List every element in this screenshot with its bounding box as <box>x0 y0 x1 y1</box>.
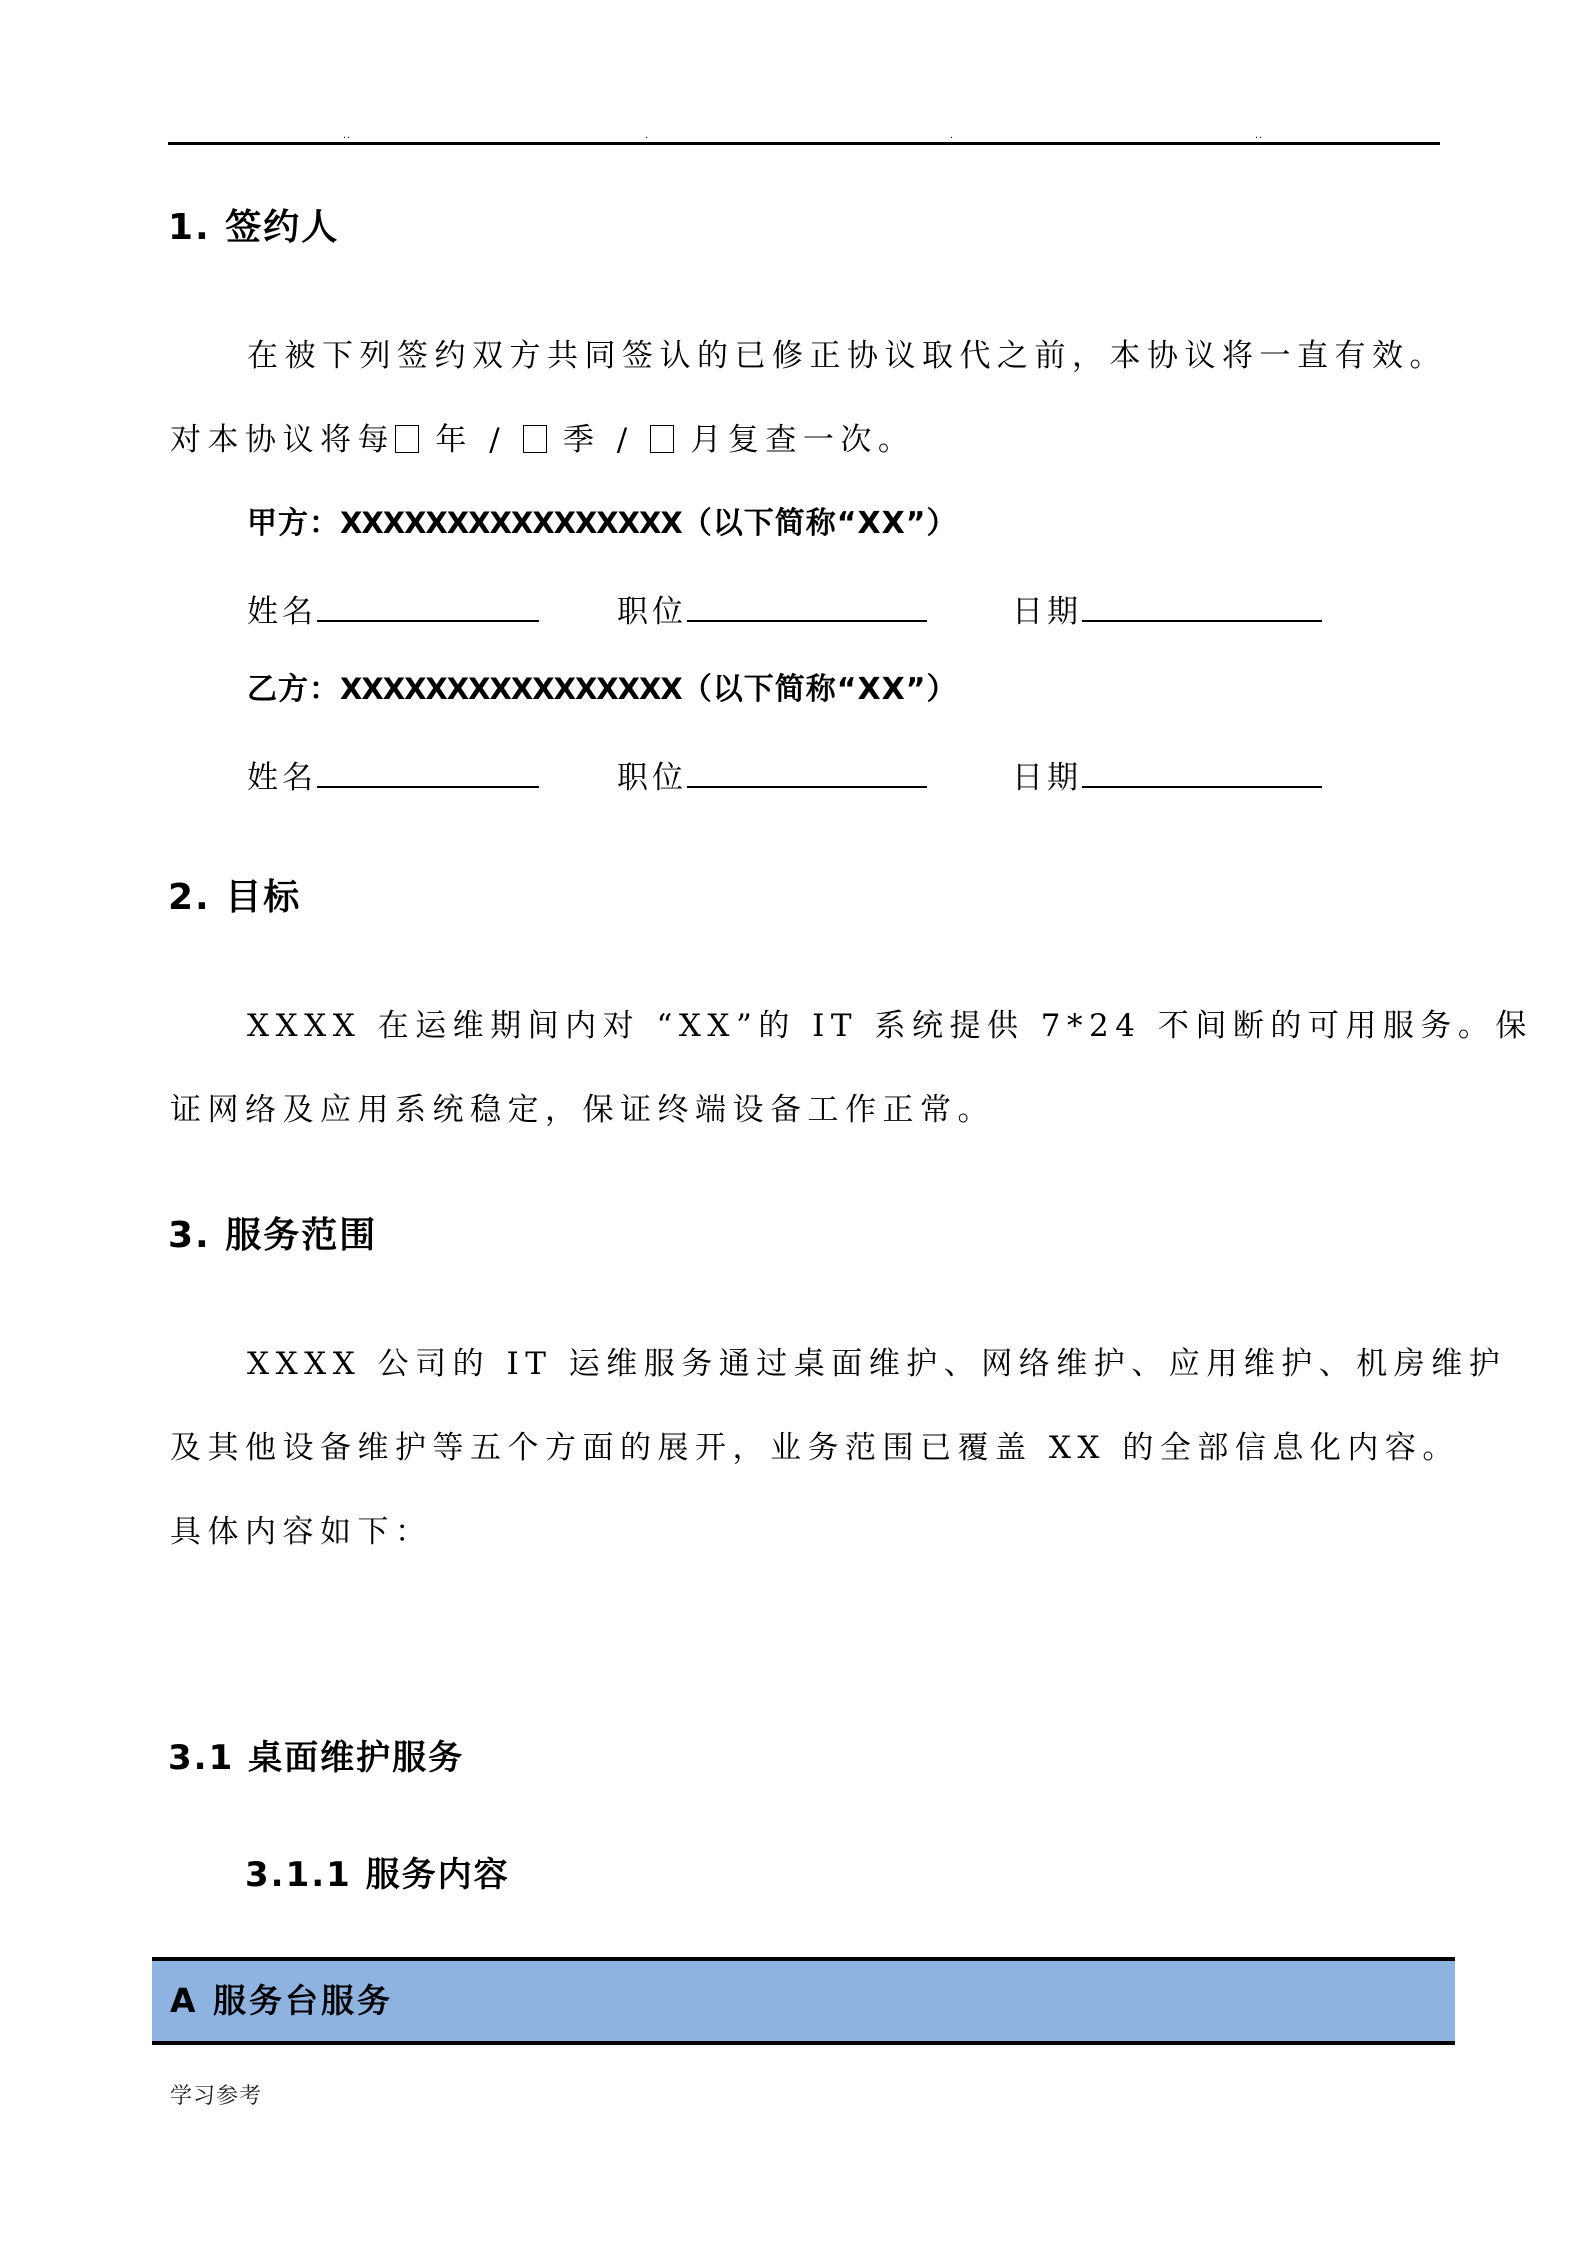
checkbox-month[interactable] <box>650 425 674 453</box>
name-label: 姓名 <box>247 760 317 796</box>
party-b-date-field[interactable] <box>1082 758 1322 788</box>
party-a-name-field[interactable] <box>317 592 539 622</box>
header-mark: .. <box>343 130 352 141</box>
option-month-label: 月 <box>690 422 728 458</box>
party-b-alias: （以下简称“XX”） <box>681 672 958 707</box>
party-b-name-field[interactable] <box>317 758 539 788</box>
section-2-heading: 2. 目标 <box>168 877 302 918</box>
section-2-line-2: 证网络及应用系统稳定，保证终端设备工作正常。 <box>170 1092 995 1128</box>
header-mark: .. <box>1255 130 1264 141</box>
service-desk-table-header <box>152 1957 1455 2045</box>
party-a-name: XXXXXXXXXXXXXXXX <box>340 506 682 540</box>
party-a-position-field[interactable] <box>687 592 927 622</box>
header-mark: . <box>645 130 650 141</box>
separator: / <box>489 422 507 458</box>
section-3-heading: 3. 服务范围 <box>168 1215 378 1256</box>
checkbox-quarter[interactable] <box>523 425 547 453</box>
separator: / <box>616 422 634 458</box>
position-label: 职位 <box>617 760 687 796</box>
party-a-alias: （以下简称“XX”） <box>681 506 958 541</box>
section-3-1-heading: 3.1 桌面维护服务 <box>168 1738 465 1778</box>
review-prefix: 对本协议将每 <box>170 422 395 458</box>
section-3-1-1-heading: 3.1.1 服务内容 <box>245 1855 510 1895</box>
date-label: 日期 <box>1012 594 1082 630</box>
name-label: 姓名 <box>247 594 317 630</box>
section-1-paragraph-1: 在被下列签约双方共同签认的已修正协议取代之前，本协议将一直有效。 <box>247 338 1447 374</box>
position-label: 职位 <box>617 594 687 630</box>
party-a-line <box>247 503 957 544</box>
review-suffix: 复查一次。 <box>727 422 916 458</box>
section-3-line-1: XXXX 公司的 IT 运维服务通过桌面维护、网络维护、应用维护、机房维护 <box>247 1346 1507 1382</box>
header-rule <box>168 142 1440 145</box>
party-b-name: XXXXXXXXXXXXXXXX <box>340 672 682 706</box>
option-quarter-label: 季 <box>562 422 601 458</box>
section-2-line-1: XXXX 在运维期间内对 “XX”的 IT 系统提供 7*24 不间断的可用服务。保 <box>247 1008 1533 1044</box>
checkbox-year[interactable] <box>395 425 419 453</box>
section-3-line-2: 及其他设备维护等五个方面的展开，业务范围已覆盖 XX 的全部信息化内容。 <box>170 1430 1460 1466</box>
party-b-label: 乙方： <box>247 672 340 707</box>
party-a-date-field[interactable] <box>1082 592 1322 622</box>
header-mark: . <box>950 130 955 141</box>
section-3-line-3: 具体内容如下： <box>170 1514 433 1550</box>
section-1-heading: 1. 签约人 <box>168 207 340 248</box>
party-a-label: 甲方： <box>247 506 340 541</box>
option-year-label: 年 <box>435 422 473 458</box>
service-desk-title: A 服务台服务 <box>170 1981 394 2020</box>
review-frequency-line <box>170 420 915 460</box>
page-footer: 学习参考 <box>170 2084 263 2109</box>
party-b-line <box>247 669 957 710</box>
date-label: 日期 <box>1012 760 1082 796</box>
party-b-position-field[interactable] <box>687 758 927 788</box>
